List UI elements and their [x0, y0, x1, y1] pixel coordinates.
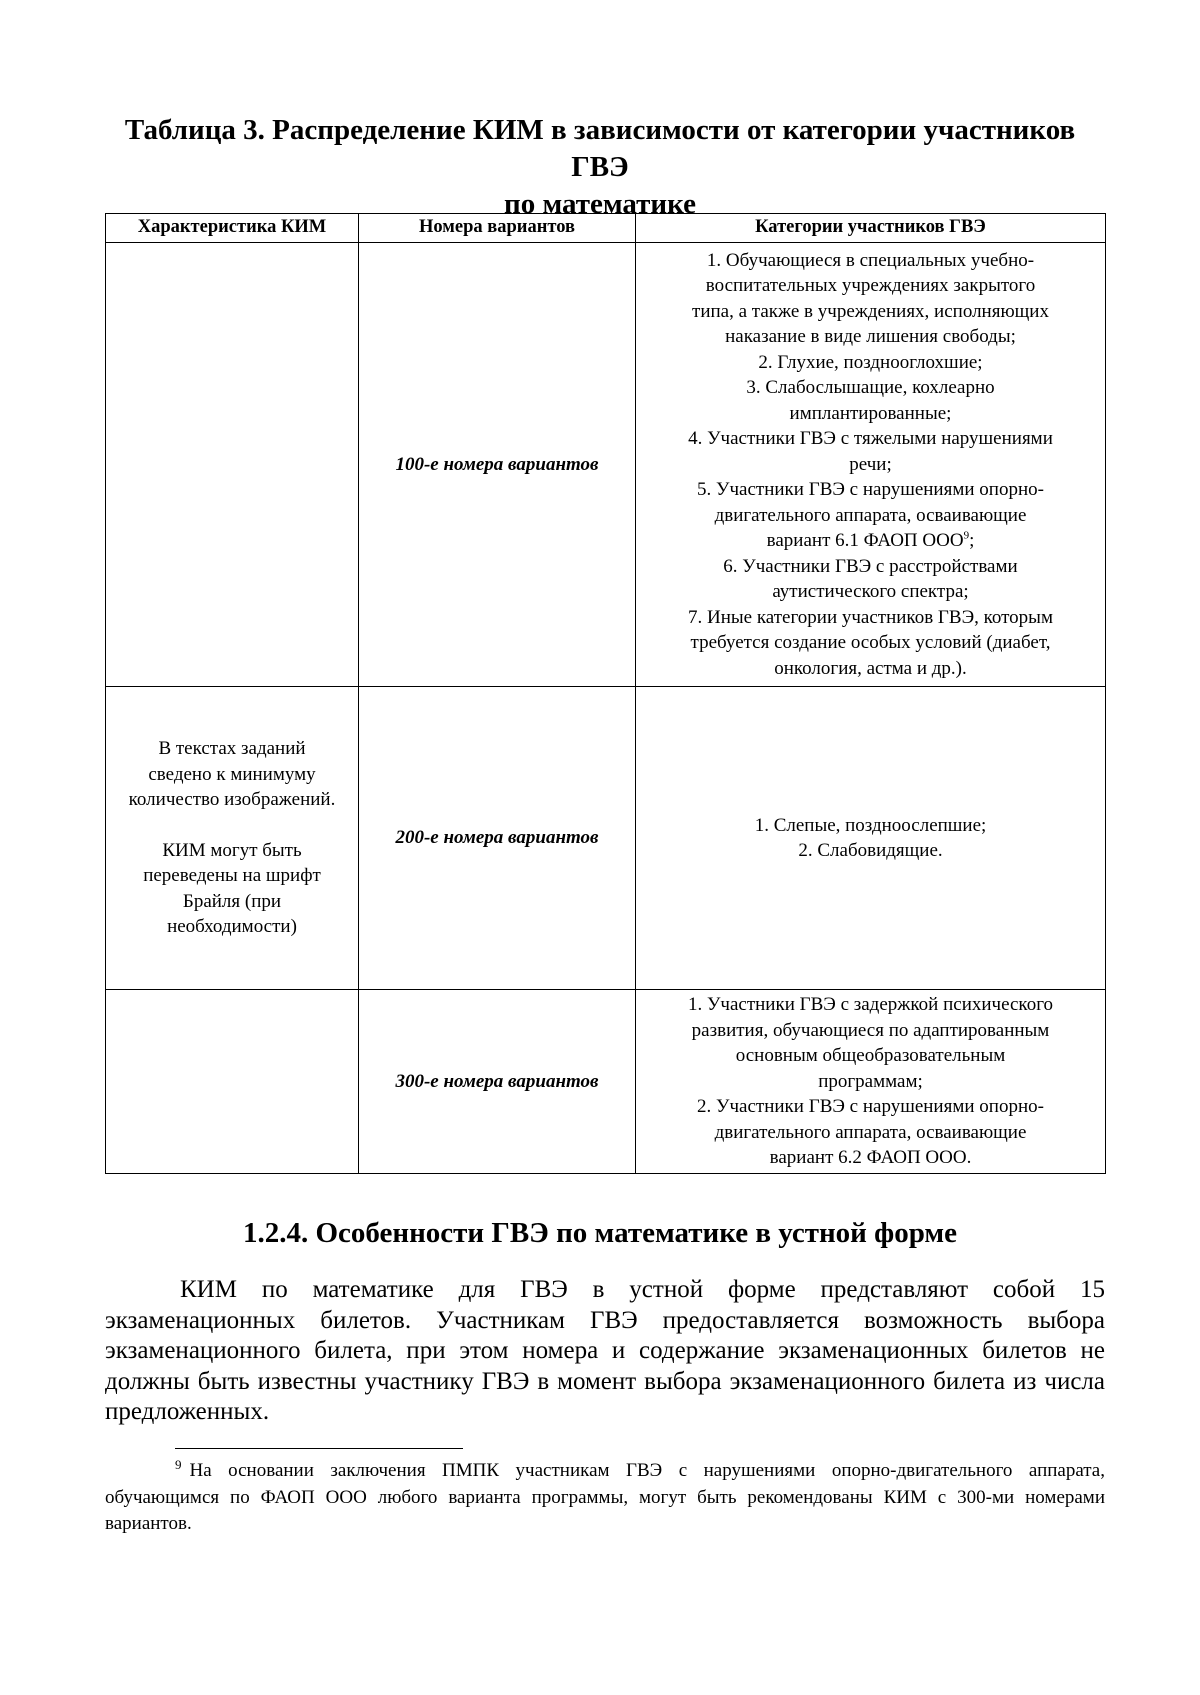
category-line: воспитательных учреждениях закрытого	[705, 275, 1036, 297]
table-title-line-1: Таблица 3. Распределение КИМ в зависимости от категории участников ГВЭ	[124, 114, 1076, 183]
characteristic-spacer	[112, 813, 352, 838]
characteristic-line: В текстах заданий	[158, 738, 306, 760]
table-row	[106, 687, 1106, 990]
category-line: требуется создание особых условий (диабет,	[690, 632, 1051, 654]
category-line: основным общеобразовательным	[735, 1045, 1006, 1067]
characteristic-cell	[106, 990, 359, 1174]
category-line: имплантированные;	[789, 402, 952, 424]
characteristic-line: переведены на шрифт	[143, 865, 321, 887]
variants-cell: 300-е номера вариантов	[359, 990, 636, 1174]
footnote-divider	[175, 1448, 463, 1449]
header-characteristic: Характеристика КИМ	[106, 214, 359, 243]
characteristic-line: количество изображений.	[128, 789, 336, 811]
categories-cell	[636, 990, 1106, 1174]
category-line: наказание в виде лишения свободы;	[725, 326, 1016, 348]
category-line: вариант 6.2 ФАОП ООО.	[769, 1147, 972, 1169]
table-header-row	[106, 214, 1106, 243]
category-line: типа, а также в учреждениях, исполняющих	[692, 300, 1049, 322]
characteristic-cell	[106, 243, 359, 687]
characteristic-line: сведено к минимуму	[148, 763, 316, 785]
footnote-text: На основании заключения ПМПК участникам ГВЭ с нарушениями опорно-двигательного аппарата, обучающимся по ФАОП ООО любого варианта программы, могут быть рекомендованы КИМ с 300-ми номерами вариантов.	[105, 1460, 1105, 1534]
footnote-reference[interactable]: 9	[963, 529, 970, 542]
category-line: аутистического спектра;	[772, 581, 969, 603]
characteristic-line: необходимости)	[167, 916, 297, 938]
category-line: развития, обучающиеся по адаптированным	[691, 1019, 1050, 1041]
category-line: 6. Участники ГВЭ с расстройствами	[723, 555, 1018, 577]
characteristic-cell	[106, 687, 359, 990]
category-line: двигательного аппарата, осваивающие	[714, 1121, 1027, 1143]
category-line: 4. Участники ГВЭ с тяжелыми нарушениями	[688, 428, 1053, 450]
table-title-line-2: по математике	[504, 188, 696, 220]
category-line: 7. Иные категории участников ГВЭ, которым	[688, 606, 1053, 628]
table-row	[106, 990, 1106, 1174]
header-categories: Категории участников ГВЭ	[636, 214, 1106, 243]
category-line: 2. Участники ГВЭ с нарушениями опорно-	[697, 1096, 1044, 1118]
characteristic-line: КИМ могут быть	[162, 839, 302, 861]
header-variants: Номера вариантов	[359, 214, 636, 243]
kim-distribution-table	[105, 213, 1106, 1174]
category-line: двигательного аппарата, осваивающие	[714, 504, 1027, 526]
category-line: программам;	[818, 1070, 923, 1092]
category-line: 2. Слабовидящие.	[798, 840, 943, 861]
footnote-reference-suffix: ;	[969, 530, 975, 552]
category-line: 3. Слабослышащие, кохлеарно	[746, 377, 995, 399]
categories-cell	[636, 243, 1106, 687]
characteristic-line: Брайля (при	[182, 890, 282, 912]
section-heading: 1.2.4. Особенности ГВЭ по математике в устной форме	[242, 1217, 958, 1249]
category-line-text: вариант 6.1 ФАОП ООО	[766, 530, 964, 552]
table-row	[106, 243, 1106, 687]
variants-cell: 100-е номера вариантов	[359, 243, 636, 687]
category-line: 2. Глухие, позднооглохшие;	[758, 351, 983, 373]
body-paragraph: КИМ по математике для ГВЭ в устной форме представляют собой 15 экзаменационных билетов. Участникам ГВЭ предоставляется возможность выбора экзаменационного билета, при этом номера и содержание экзаменационных билетов не должны быть известны участнику ГВЭ в момент выбора экзаменационного билета из числа предложенных.	[105, 1276, 1105, 1425]
footnote	[105, 1458, 1105, 1538]
category-line: речи;	[849, 453, 892, 475]
category-line: 1. Обучающиеся в специальных учебно-	[706, 249, 1035, 271]
table-title	[100, 112, 1100, 223]
category-line: 1. Слепые, поздноослепшие;	[754, 814, 987, 836]
variants-cell: 200-е номера вариантов	[359, 687, 636, 990]
footnote-number: 9	[175, 1456, 182, 1472]
categories-cell	[636, 687, 1106, 990]
category-line-with-footnote	[642, 528, 1099, 554]
category-line: 1. Участники ГВЭ с задержкой психического	[687, 994, 1054, 1016]
category-line: 5. Участники ГВЭ с нарушениями опорно-	[697, 479, 1044, 501]
category-line: онкология, астма и др.).	[774, 657, 967, 679]
